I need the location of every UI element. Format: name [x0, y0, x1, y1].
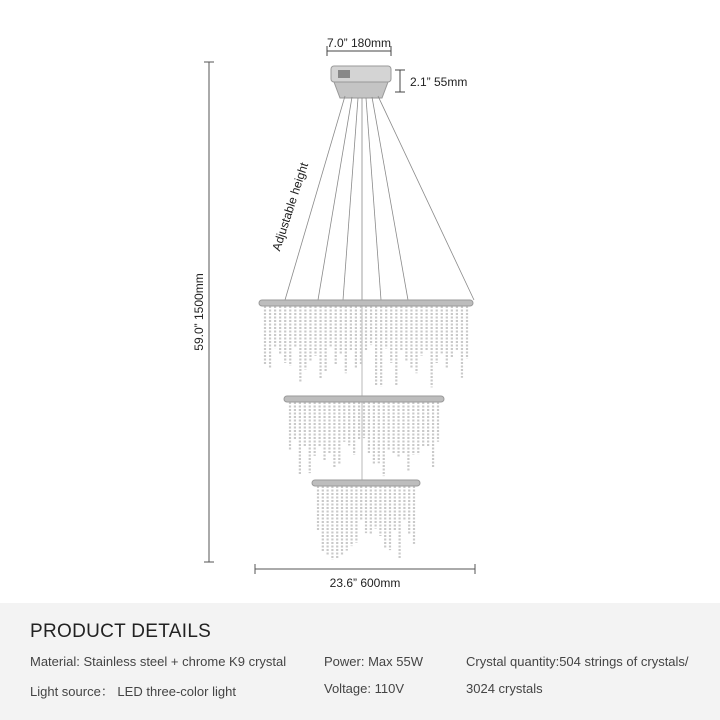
- cable: [372, 97, 408, 300]
- canopy-width-label: 7.0” 180mm: [326, 36, 392, 50]
- canopy: [331, 66, 391, 98]
- total-height-dimension: [192, 62, 214, 562]
- cable: [343, 98, 358, 300]
- crystal-quantity-spec: Crystal quantity:504 strings of crystals/: [466, 654, 689, 669]
- crystal-tier-1: [259, 300, 473, 387]
- bottom-width-label: 23.6” 600mm: [329, 576, 401, 590]
- cable: [378, 96, 474, 300]
- suspension-cables: [285, 96, 474, 300]
- product-details-title: PRODUCT DETAILS: [30, 621, 212, 642]
- material-spec: Material: Stainless steel + chrome K9 crystal: [30, 654, 287, 669]
- product-details-panel: [0, 603, 720, 720]
- voltage-spec: Voltage: 110V: [324, 681, 404, 696]
- chrome-ring: [312, 480, 420, 486]
- crystal-tier-3: [312, 480, 420, 560]
- canopy-width-dimension: [327, 36, 391, 56]
- total-height-label: 59.0” 1500mm: [192, 273, 206, 351]
- power-spec: Power: Max 55W: [324, 654, 423, 669]
- crystal-tier-2: [284, 396, 444, 476]
- crystal-tiers: [259, 300, 473, 560]
- bottom-width-dimension: [255, 564, 475, 590]
- crystal-quantity-spec-cont: 3024 crystals: [466, 681, 543, 696]
- cable: [318, 97, 352, 300]
- cable: [366, 98, 381, 300]
- light-source-spec: Light source： LED three-color light: [30, 684, 236, 699]
- canopy-height-dimension: [395, 70, 467, 92]
- adjustable-height-label: Adjustable height: [269, 160, 312, 253]
- chrome-ring: [284, 396, 444, 402]
- canopy-height-label: 2.1” 55mm: [410, 75, 468, 89]
- chrome-ring: [259, 300, 473, 306]
